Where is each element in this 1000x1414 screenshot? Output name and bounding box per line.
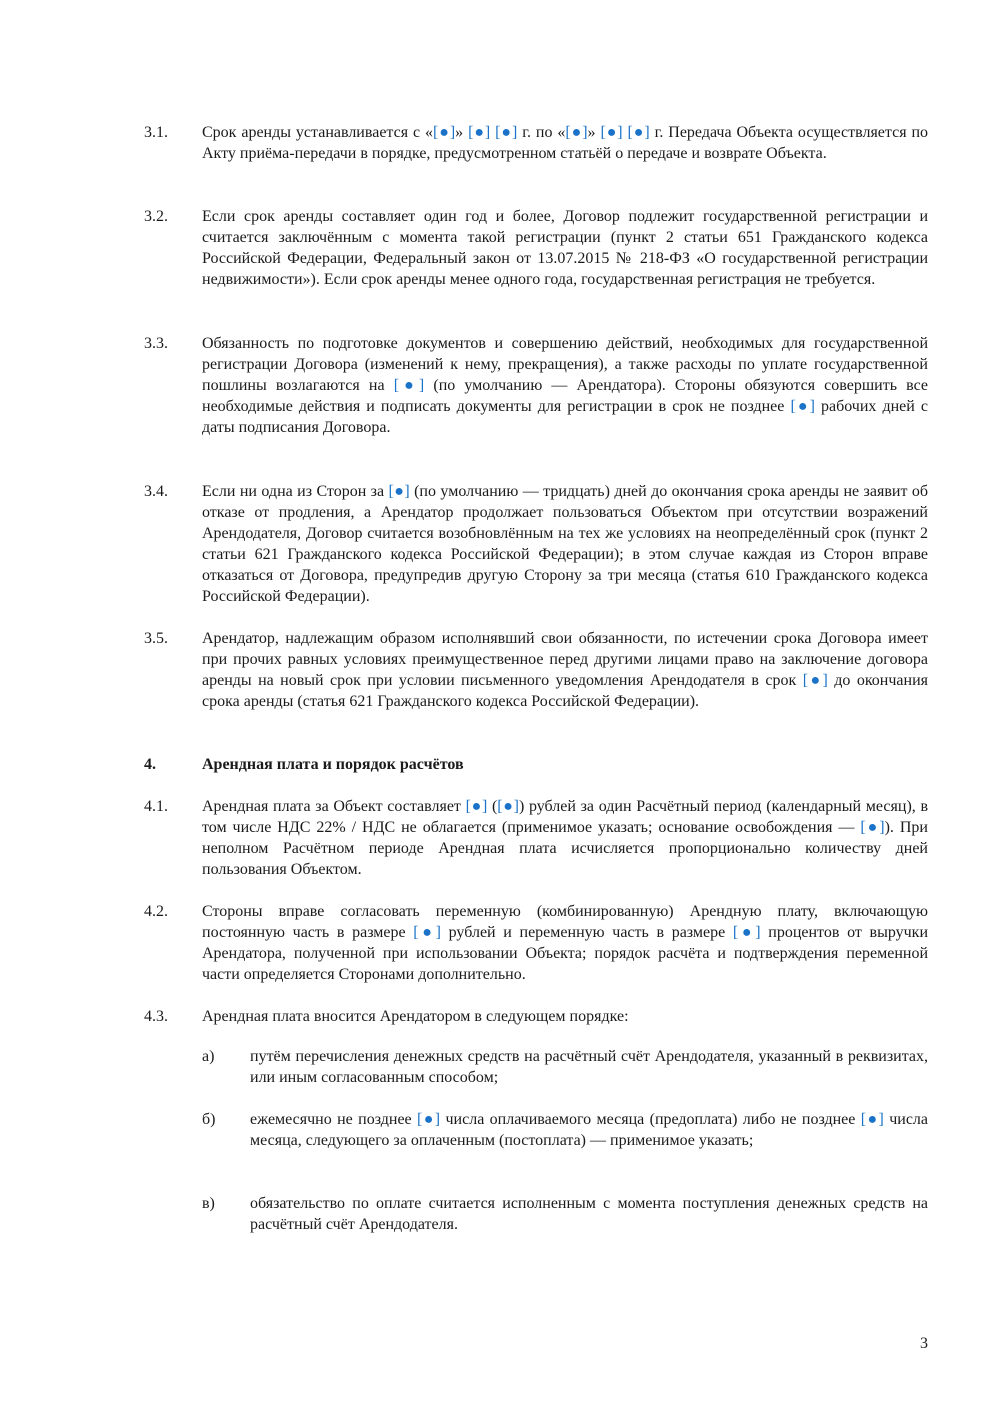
clause-number: 3.5. [144,630,168,647]
text-run: » [455,124,469,141]
text-run: обязательство по оплате считается исполненным с момента поступления денежных средств на расчётный счёт Арендодателя. [250,1195,928,1233]
page-number: 3 [920,1335,928,1352]
subclause-letter: в) [202,1195,215,1212]
clause-text [202,1006,928,1027]
clause-number: 4.3. [144,1008,168,1025]
text-run: Стороны вправе согласовать переменную (комбинированную) Арендную плату, включающую постоянную часть в размере [202,903,928,941]
placeholder-marker: [●] [465,798,488,815]
text-run: путём перечисления денежных средств на расчётный счёт Арендодателя, указанный в реквизитах, или иным согласованным способом; [250,1048,928,1086]
subclause-a [202,1046,928,1088]
clause-4-3 [144,1006,928,1027]
subclause-b [202,1109,928,1151]
clause-text [202,796,928,880]
clause-4-1 [144,796,928,880]
clause-number: 3.2. [144,208,168,225]
text-run: процентов от выручки Арендатора, полученной при использовании Объекта; порядок расчёта и подтверждения переменной части определяется Сторонами дополнительно. [202,924,929,983]
placeholder-marker: [●] [802,672,828,689]
text-run: г. Передача Объекта осуществляется по Акту приёма-передачи в порядке, предусмотренном статьёй о передаче и возврате Объекта. [202,124,929,162]
text-run: ). При неполном Расчётном периоде Арендная плата исчисляется пропорционально количеству дней пользования Объектом. [202,819,928,878]
clause-number: 4.1. [144,798,168,815]
text-run: ежемесячно не позднее [250,1111,418,1128]
placeholder-marker: [●] [790,398,815,415]
clause-number: 4.2. [144,903,168,920]
section-number: 4. [144,756,156,773]
clause-text [202,122,928,164]
clause-number: 3.3. [144,335,168,352]
clause-number: 3.4. [144,483,168,500]
clause-text [202,481,928,607]
text-run: г. по « [517,124,566,141]
text-run: Если срок аренды составляет один год и более, Договор подлежит государственной регистрации и считается заключённым с момента такой регистрации (пункт 2 статьи 651 Гражданского кодекса Российской Федерации, Федеральный закон от 13.07.2015 № 218-ФЗ «О государственной регистрации недвижимости»). Если срок аренды менее одного года, государственная регистрация не требуется. [202,208,928,288]
placeholder-marker: [●] [860,1111,884,1128]
text-run: Арендная плата за Объект составляет [202,798,466,815]
placeholder-marker: [●] [732,924,761,941]
placeholder-marker: [●] [388,483,410,500]
text-run: до окончания срока аренды (статья 621 Гражданского кодекса Российской Федерации). [202,672,929,710]
section-4-heading [144,754,928,775]
placeholder-marker: [●] [565,124,588,141]
text-run: рублей и переменную часть в размере [440,924,733,941]
placeholder-marker: [●] [468,124,491,141]
text-run: Арендная плата вносится Арендатором в следующем порядке: [202,1008,629,1025]
clause-text [202,901,928,985]
placeholder-marker: [●] [497,798,519,815]
text-run: ( [487,798,498,815]
subclause-letter: б) [202,1111,216,1128]
text-run: (по умолчанию — Арендатора). Стороны обязуются совершить все необходимые действия и подписать документы для регистрации в срок не позднее [202,377,929,415]
subclause-text [250,1109,928,1151]
text-run: числа оплачиваемого месяца (предоплата) либо не позднее [440,1111,861,1128]
clause-3-2 [144,206,928,290]
text-run: (по умолчанию — тридцать) дней до окончания срока аренды не заявит об отказе от продления, а Арендатор продолжает пользоваться Объектом при отсутствии возражений Арендодателя, Договор считается возобновлённым на тех же условиях на неопределённый срок (пункт 2 статьи 621 Гражданского кодекса Российской Федерации); в этом случае каждая из Сторон вправе отказаться от Договора, предупредив другую Сторону за три месяца (статья 610 Гражданского кодекса Российской Федерации). [202,483,928,605]
clause-3-4 [144,481,928,607]
clause-text [202,628,928,712]
placeholder-marker: [●] [433,124,456,141]
text-run: Обязанность по подготовке документов и совершению действий, необходимых для государственной регистрации Договора (изменений к нему, прекращения), а также расходы по уплате государственной пошлины возлагаются на [202,335,928,394]
subclause-text [250,1193,928,1235]
clause-number: 3.1. [144,124,168,141]
placeholder-marker: [●] [413,924,441,941]
text-run: Арендатор, надлежащим образом исполнявший свои обязанности, по истечении срока Договора имеет при прочих равных условиях преимущественное перед другими лицами право на заключение договора аренды на новый срок при условии письменного уведомления Арендодателя в срок [202,630,928,689]
text-run: числа месяца, следующего за оплаченным (постоплата) — применимое указать; [250,1111,929,1149]
subclause-c [202,1193,928,1235]
clause-3-1 [144,122,928,164]
placeholder-marker: [●] [627,124,650,141]
text-run: » [587,124,601,141]
subclause-text [250,1046,928,1088]
subclause-letter: а) [202,1048,215,1065]
text-run: Срок аренды устанавливается с « [202,124,433,141]
placeholder-marker: [●] [495,124,518,141]
clause-4-2 [144,901,928,985]
placeholder-marker: [●] [860,819,885,836]
placeholder-marker: [●] [417,1111,441,1128]
clause-3-3 [144,333,928,438]
clause-text [202,206,928,290]
placeholder-marker: [●] [600,124,623,141]
clause-3-5 [144,628,928,712]
text-run: Если ни одна из Сторон за [202,483,389,500]
section-title: Арендная плата и порядок расчётов [202,756,464,773]
text-run: рабочих дней с даты подписания Договора. [202,398,928,436]
placeholder-marker: [●] [393,377,425,394]
text-run: ) рублей за один Расчётный период (календарный месяц), в том числе НДС 22% / НДС не облагается (применимое указать; основание освобождения — [202,798,928,836]
clause-text [202,333,928,438]
